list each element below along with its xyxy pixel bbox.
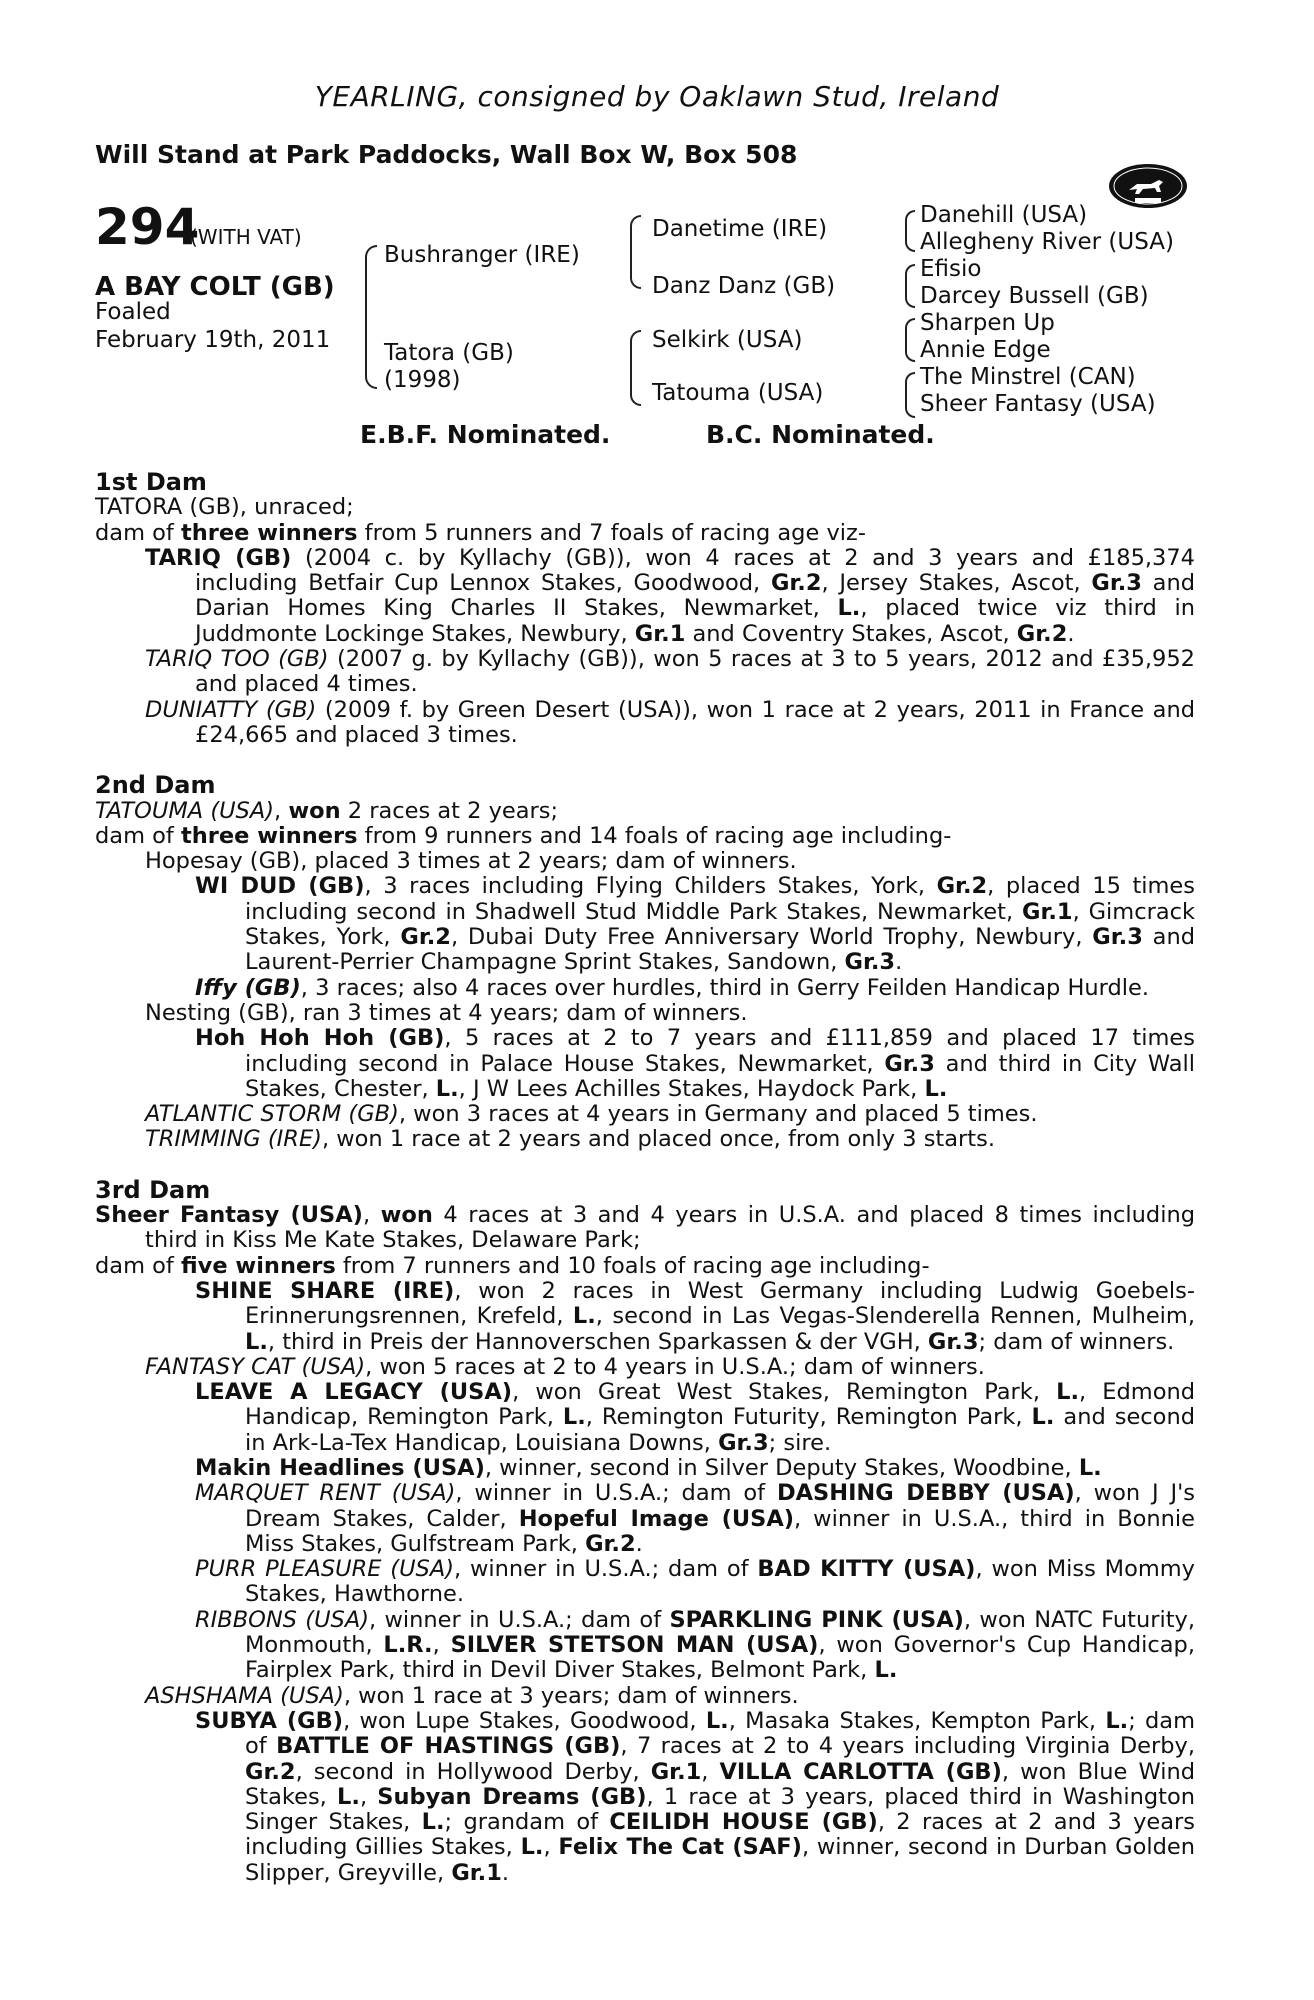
text-run: Gr.3 <box>1091 570 1142 597</box>
text-run: L. <box>572 1303 596 1330</box>
text-run: ATLANTIC STORM (GB) <box>145 1101 399 1128</box>
dam2-para <box>95 1026 1195 1102</box>
text-run: , J W Lees Achilles Stakes, Haydock Park, <box>458 1075 925 1102</box>
dam1-para <box>95 495 1195 520</box>
text-run: DUNIATTY (GB) <box>145 696 317 723</box>
gp-2: Allegheny River (USA) <box>920 229 1174 255</box>
dam2-para <box>95 799 1195 824</box>
dam-year: (1998) <box>384 367 461 393</box>
dam3-para <box>95 1254 1195 1279</box>
text-run: , won Lupe Stakes, Goodwood, <box>343 1707 706 1734</box>
text-run: and third in City Wall Stakes, Chester, <box>245 1050 1195 1102</box>
text-run: , winner in U.S.A., third in Bonnie Miss Stakes, Gulfstream Park, <box>245 1505 1196 1557</box>
text-run: Gr.2 <box>936 873 988 900</box>
text-run: , 2 races at 2 and 3 years including Gillies Stakes, <box>245 1809 1196 1861</box>
text-run: , won Miss Mommy Stakes, Hawthorne. <box>245 1556 1195 1608</box>
gp-5: Sharpen Up <box>920 310 1055 336</box>
text-run: SILVER STETSON MAN (USA) <box>450 1632 819 1659</box>
text-run: RIBBONS (USA) <box>195 1606 370 1633</box>
text-run: ; sire. <box>768 1429 832 1456</box>
gp-6: Annie Edge <box>920 337 1051 363</box>
bc-nominated: B.C. Nominated. <box>706 420 935 449</box>
brace-dam-line <box>630 330 641 406</box>
text-run: FANTASY CAT (USA) <box>145 1353 366 1380</box>
text-run: , placed 15 times including second in Shadwell Stud Middle Park Stakes, Newmarket, <box>245 873 1196 925</box>
text-run: (2009 f. by Green Desert (USA)), won 1 race at 2 years, 2011 in France and £24,665 and placed 3 times. <box>195 696 1195 748</box>
brace-g4 <box>905 372 915 418</box>
dam3-para <box>95 1203 1195 1254</box>
text-run: L. <box>421 1809 445 1836</box>
text-run: L.R. <box>383 1632 433 1659</box>
text-run: dam of <box>95 822 181 849</box>
text-run: , winner in U.S.A.; dam of <box>454 1556 758 1583</box>
text-run: from 9 runners and 14 foals of racing age including- <box>357 822 952 849</box>
foaled-label: Foaled <box>95 299 171 325</box>
dam1-para <box>95 521 1195 546</box>
text-run: , Masaka Stakes, Kempton Park, <box>728 1707 1106 1734</box>
text-run: L. <box>520 1834 544 1861</box>
text-run: , <box>432 1632 451 1659</box>
text-run: , won J J's Dream Stakes, Calder, <box>245 1480 1195 1532</box>
text-run: dam of <box>95 519 181 546</box>
text-run: , 1 race at 3 years, placed third in Washington Singer Stakes, <box>245 1783 1196 1836</box>
dam3-para <box>95 1456 1195 1481</box>
text-run: L. <box>245 1328 268 1355</box>
text-run: from 7 runners and 10 foals of racing age including- <box>335 1252 930 1279</box>
text-run: BATTLE OF HASTINGS (GB) <box>276 1733 621 1760</box>
gp-4: Darcey Bussell (GB) <box>920 283 1149 309</box>
text-run: , Dubai Duty Free Anniversary World Trophy, Newbury, <box>450 924 1093 951</box>
text-run: , winner in U.S.A.; dam of <box>455 1480 777 1507</box>
dam-dam: Tatouma (USA) <box>652 380 824 406</box>
text-run: WI DUD (GB) <box>195 873 365 900</box>
dam2-para <box>95 849 1195 874</box>
text-run: , Remington Futurity, Remington Park, <box>585 1404 1032 1431</box>
text-run: . <box>895 949 903 976</box>
text-run: , placed twice viz third in Juddmonte Lockinge Stakes, Newbury, <box>195 595 1195 647</box>
text-run: L. <box>705 1707 729 1734</box>
brace-g3 <box>905 318 915 362</box>
text-run: TRIMMING (IRE) <box>145 1126 322 1153</box>
text-run: and second in Ark-La-Tex Handicap, Louisiana Downs, <box>245 1404 1195 1456</box>
text-run: , <box>362 1202 381 1229</box>
gp-8: Sheer Fantasy (USA) <box>920 391 1156 417</box>
text-run: L. <box>337 1783 360 1810</box>
text-run: (2004 c. by Kyllachy (GB)), won 4 races at 2 and 3 years and £185,374 including Betfair Cup Lennox Stakes, Goodwood, <box>195 544 1195 597</box>
text-run: . <box>501 1859 510 1886</box>
text-run: Gr.1 <box>451 1859 502 1886</box>
text-run: TATOUMA (USA) <box>95 797 275 824</box>
text-run: three winners <box>180 519 358 546</box>
second-dam-heading: 2nd Dam <box>95 771 216 800</box>
text-run: BAD KITTY (USA) <box>757 1556 976 1583</box>
text-run: Hopesay (GB), placed 3 times at 2 years; dam of winners. <box>145 848 797 875</box>
text-run: , second in Las Vegas-Slenderella Rennen, Mulheim, <box>595 1303 1195 1330</box>
text-run: and Coventry Stakes, Ascot, <box>685 620 1017 647</box>
text-run: LEAVE A LEGACY (USA) <box>195 1379 513 1406</box>
text-run: won <box>288 797 341 824</box>
text-run: 4 races at 3 and 4 years in U.S.A. and placed 8 times including third in Kiss Me Kate Stakes, Delaware Park; <box>145 1202 1195 1254</box>
text-run: Gr.1 <box>634 620 686 647</box>
text-run: , 7 races at 2 to 4 years including Virginia Derby, <box>620 1733 1196 1760</box>
text-run: Gr.1 <box>1022 898 1073 925</box>
text-run: L. <box>1078 1454 1102 1481</box>
text-run: Subyan Dreams (GB) <box>377 1783 647 1810</box>
text-run: , won NATC Futurity, Monmouth, <box>245 1606 1195 1659</box>
text-run: L. <box>562 1404 586 1431</box>
gp-1: Danehill (USA) <box>920 202 1088 228</box>
text-run: dam of <box>95 1252 181 1279</box>
text-run: L. <box>435 1075 459 1102</box>
dam2-para <box>95 874 1195 975</box>
dam-history <box>95 470 1195 1886</box>
text-run: , won 5 races at 2 to 4 years in U.S.A.; dam of winners. <box>365 1353 985 1380</box>
lot-number: 294 <box>95 198 200 256</box>
text-run: Gr.2 <box>1016 620 1068 647</box>
lot-description: A BAY COLT (GB) <box>95 272 335 302</box>
lot-vat: (WITH VAT) <box>190 225 302 249</box>
sire-dam: Danz Danz (GB) <box>652 273 836 299</box>
text-run: L. <box>837 595 861 622</box>
text-run: , Jersey Stakes, Ascot, <box>821 570 1092 597</box>
text-run: , won Great West Stakes, Remington Park, <box>512 1379 1057 1406</box>
text-run: won <box>380 1202 433 1229</box>
yearling-bonus-badge-icon <box>1107 162 1189 210</box>
third-dam-heading: 3rd Dam <box>95 1175 211 1204</box>
sire-sire: Danetime (IRE) <box>652 216 828 242</box>
text-run: Gr.2 <box>245 1758 296 1785</box>
text-run: SPARKLING PINK (USA) <box>669 1606 964 1633</box>
text-run: PURR PLEASURE (USA) <box>195 1556 454 1583</box>
dam3-para <box>95 1709 1195 1886</box>
text-run: Felix The Cat (SAF) <box>558 1834 802 1861</box>
text-run: , Edmond Handicap, Remington Park, <box>245 1379 1196 1431</box>
text-run: TATORA (GB), unraced; <box>95 494 354 521</box>
text-run: TARIQ TOO (GB) <box>145 646 329 673</box>
dam2-para <box>95 1127 1195 1152</box>
text-run: Gr.2 <box>585 1530 636 1557</box>
text-run: Gr.1 <box>650 1758 702 1785</box>
text-run: Gr.3 <box>1092 924 1143 951</box>
page-title: YEARLING, consigned by Oaklawn Stud, Ireland <box>314 80 1000 113</box>
text-run: , won 2 races in West Germany including Ludwig Goebels-Erinnerungsrennen, Krefeld, <box>245 1277 1195 1330</box>
dam1-para <box>95 647 1195 698</box>
text-run: Iffy (GB) <box>195 974 301 1001</box>
text-run: and Darian Homes King Charles II Stakes, Newmarket, <box>195 570 1196 622</box>
brace-g2 <box>905 264 915 308</box>
text-run: VILLA CARLOTTA (GB) <box>719 1758 1002 1785</box>
text-run: SHINE SHARE (IRE) <box>195 1277 455 1304</box>
text-run: Sheer Fantasy (USA) <box>95 1202 363 1229</box>
text-run: Hoh Hoh Hoh (GB) <box>195 1025 445 1052</box>
text-run: , winner, second in Silver Deputy Stakes, Woodbine, <box>484 1454 1079 1481</box>
text-run: L. <box>1031 1404 1055 1431</box>
text-run: ; dam of <box>245 1707 1196 1760</box>
dam1-para <box>95 546 1195 647</box>
brace-sire-line <box>630 215 641 289</box>
text-run: (2007 g. by Kyllachy (GB)), won 5 races at 3 to 5 years, 2012 and £35,952 and placed 4 times. <box>195 646 1195 698</box>
text-run: L. <box>874 1657 898 1684</box>
brace-sire-dam <box>365 245 377 389</box>
text-run: L. <box>1056 1379 1079 1406</box>
text-run: ; dam of winners. <box>978 1328 1175 1355</box>
dam: Tatora (GB) <box>384 340 514 366</box>
foaled-date: February 19th, 2011 <box>95 327 331 353</box>
text-run: CEILIDH HOUSE (GB) <box>609 1809 878 1836</box>
gp-7: The Minstrel (CAN) <box>920 364 1136 390</box>
text-run: DASHING DEBBY (USA) <box>776 1480 1075 1507</box>
text-run: , won 1 race at 3 years; dam of winners. <box>343 1682 799 1709</box>
text-run: 2 races at 2 years; <box>340 797 559 824</box>
text-run: , won 1 race at 2 years and placed once, from only 3 starts. <box>321 1126 995 1153</box>
text-run: ; grandam of <box>444 1809 610 1836</box>
text-run: Gr.3 <box>718 1429 769 1456</box>
text-run: MARQUET RENT (USA) <box>195 1480 456 1507</box>
text-run: Gr.3 <box>844 949 896 976</box>
text-run: . <box>635 1530 643 1557</box>
text-run: three winners <box>180 822 358 849</box>
sire: Bushranger (IRE) <box>384 242 580 268</box>
dam3-para <box>95 1355 1195 1380</box>
dam2-para <box>95 1001 1195 1026</box>
text-run: Gr.2 <box>770 570 822 597</box>
text-run: and Laurent-Perrier Champagne Sprint Stakes, Sandown, <box>245 924 1195 976</box>
text-run: , winner in U.S.A.; dam of <box>369 1606 670 1633</box>
text-run: , won Blue Wind Stakes, <box>245 1758 1196 1810</box>
text-run: five winners <box>180 1252 336 1279</box>
ebf-nominated: E.B.F. Nominated. <box>360 420 611 449</box>
text-run: , won Governor's Cup Handicap, Fairplex Park, third in Devil Diver Stakes, Belmont Park, <box>245 1632 1195 1684</box>
dam3-para <box>95 1608 1195 1684</box>
text-run: , third in Preis der Hannoverschen Sparkassen & der VGH, <box>267 1328 928 1355</box>
dam3-para <box>95 1557 1195 1608</box>
text-run: , <box>359 1783 378 1810</box>
text-run: , 5 races at 2 to 7 years and £111,859 and placed 17 times including second in Palace House Stakes, Newmarket, <box>245 1025 1195 1077</box>
text-run: Gr.3 <box>927 1328 979 1355</box>
dam2-para <box>95 824 1195 849</box>
first-dam-heading: 1st Dam <box>95 468 207 496</box>
text-run: ASHSHAMA (USA) <box>145 1682 344 1709</box>
text-run: Gr.3 <box>884 1050 935 1077</box>
text-run: from 5 runners and 7 foals of racing age viz- <box>357 519 866 546</box>
text-run: Makin Headlines (USA) <box>195 1454 485 1481</box>
text-run: Nesting (GB), ran 3 times at 4 years; dam of winners. <box>145 999 748 1026</box>
text-run: SUBYA (GB) <box>195 1707 344 1734</box>
text-run: , Gimcrack Stakes, York, <box>245 898 1196 951</box>
text-run: . <box>1067 620 1075 647</box>
text-run: , winner, second in Durban Golden Slipper, Greyville, <box>245 1834 1195 1886</box>
text-run: Hopeful Image (USA) <box>518 1505 795 1532</box>
brace-g1 <box>905 210 915 252</box>
stand-location: Will Stand at Park Paddocks, Wall Box W, Box 508 <box>95 140 798 169</box>
dam1-para <box>95 698 1195 749</box>
dam3-para <box>95 1481 1195 1557</box>
text-run: L. <box>1105 1707 1129 1734</box>
dam-sire: Selkirk (USA) <box>652 327 803 353</box>
text-run: , won 3 races at 4 years in Germany and placed 5 times. <box>398 1101 1038 1128</box>
dam2-para <box>95 976 1195 1001</box>
text-run: L. <box>924 1075 948 1102</box>
dam3-para <box>95 1684 1195 1709</box>
dam2-para <box>95 1102 1195 1127</box>
text-run: , second in Hollywood Derby, <box>295 1758 651 1785</box>
gp-3: Efisio <box>920 256 982 282</box>
text-run: , <box>274 797 289 824</box>
text-run: , <box>701 1758 720 1785</box>
text-run: TARIQ (GB) <box>145 544 292 571</box>
text-run: , 3 races including Flying Childers Stakes, York, <box>364 873 937 900</box>
dam3-para <box>95 1279 1195 1355</box>
text-run: Gr.2 <box>400 924 451 951</box>
text-run: , <box>543 1834 559 1861</box>
text-run: , 3 races; also 4 races over hurdles, third in Gerry Feilden Handicap Hurdle. <box>300 974 1150 1001</box>
dam3-para <box>95 1380 1195 1456</box>
